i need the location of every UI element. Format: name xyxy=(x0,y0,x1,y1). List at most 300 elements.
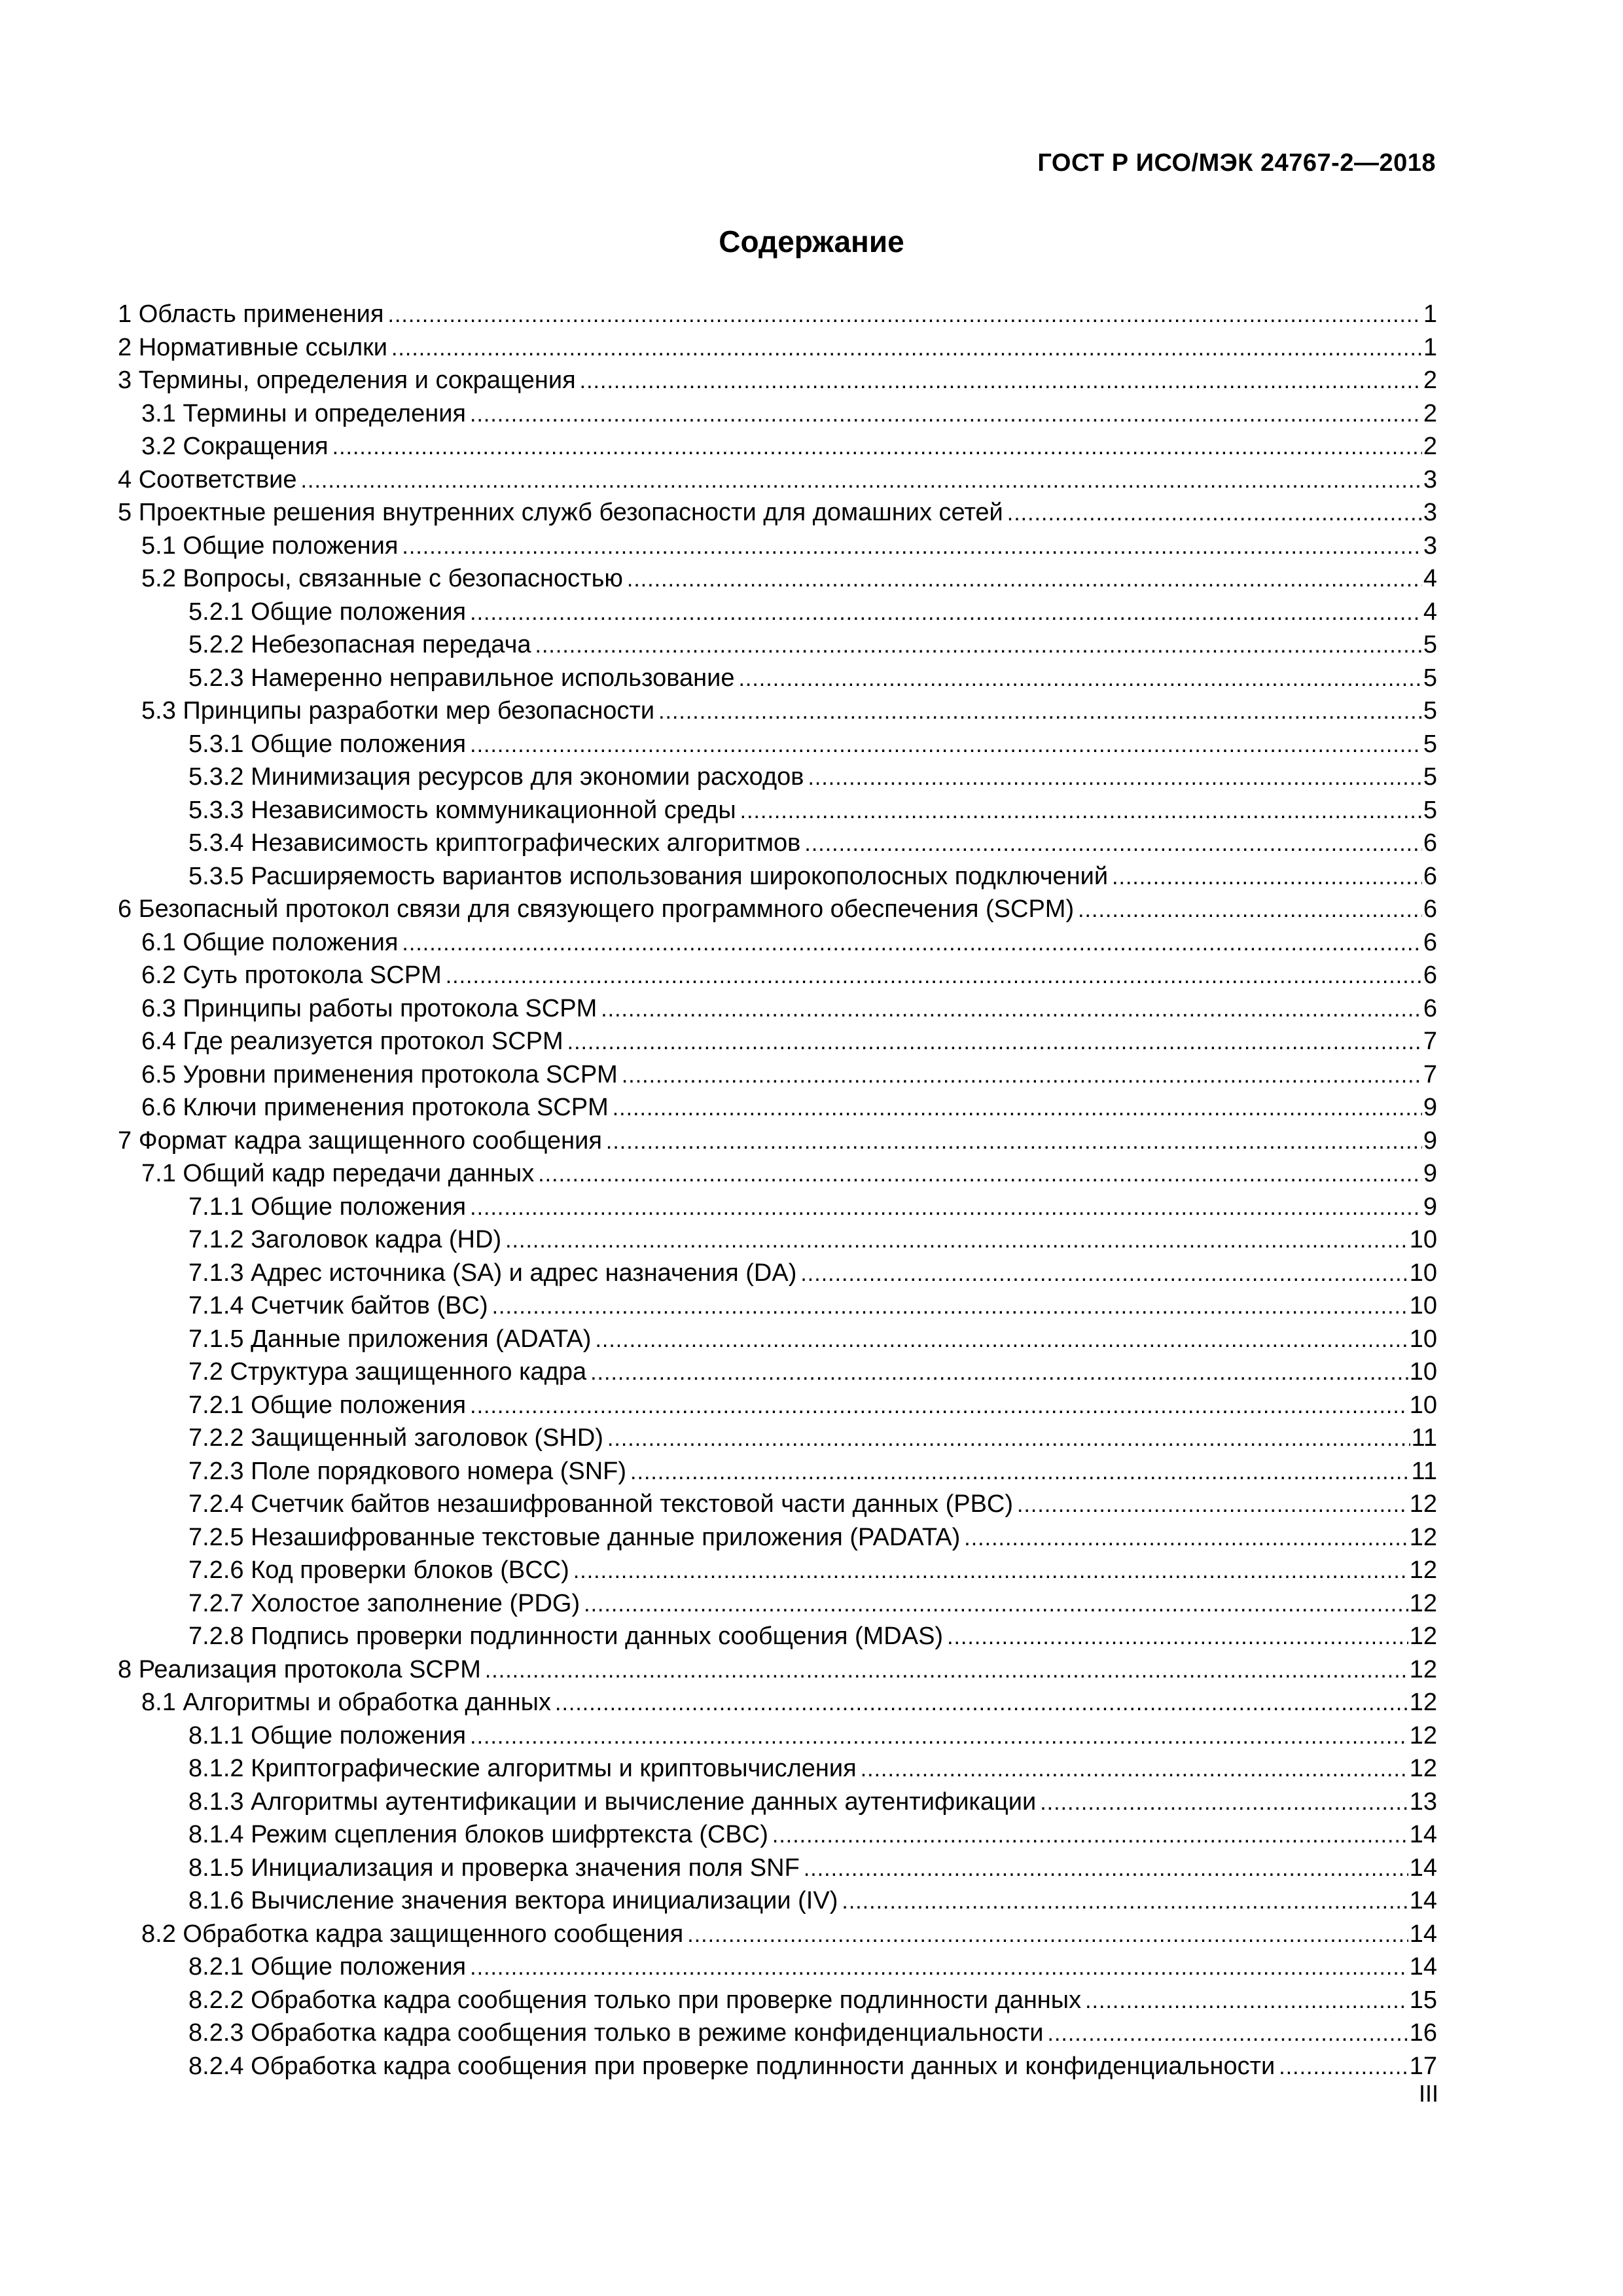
toc-entry-text: Нормативные ссылки xyxy=(138,333,387,361)
toc-entry-number: 6.5 xyxy=(141,1060,176,1088)
toc-page-number: 5 xyxy=(1423,763,1437,791)
toc-entry-number: 8.2 xyxy=(141,1920,176,1948)
toc-entry-text: Где реализуется протокол SCPM xyxy=(183,1028,563,1055)
toc-entry[interactable] xyxy=(118,1058,1437,1092)
toc-entry-title xyxy=(188,1488,1013,1521)
toc-dot-leader xyxy=(804,1852,1408,1886)
toc-entry[interactable] xyxy=(118,1355,1437,1389)
toc-page-number: 6 xyxy=(1423,994,1437,1022)
toc-entry-title xyxy=(188,1521,960,1554)
toc-entry-title xyxy=(188,1950,466,1984)
toc-dot-leader xyxy=(613,1092,1422,1125)
toc-entry-title xyxy=(188,1455,626,1488)
toc-dot-leader xyxy=(738,662,1421,696)
toc-entry[interactable] xyxy=(118,1488,1437,1521)
toc-entry-title xyxy=(118,1653,481,1687)
toc-entry-title xyxy=(188,1554,569,1587)
toc-entry-title xyxy=(188,1323,591,1356)
toc-entry-number: 6.3 xyxy=(141,994,176,1022)
toc-page-number: 2 xyxy=(1423,399,1437,427)
toc-dot-leader xyxy=(470,1191,1422,1225)
toc-entry[interactable] xyxy=(118,1223,1437,1257)
toc-entry-text: Принципы разработки мер безопасности xyxy=(183,697,655,725)
toc-entry-number: 5.3.2 xyxy=(188,763,244,791)
toc-entry-text: Код проверки блоков (BCC) xyxy=(251,1556,569,1584)
toc-dot-leader xyxy=(1112,861,1422,894)
toc-entry[interactable] xyxy=(118,926,1437,960)
toc-entry-number: 7.2.8 xyxy=(188,1623,244,1650)
toc-entry-text: Инициализация и проверка значения поля SNF xyxy=(251,1854,800,1882)
toc-entry[interactable] xyxy=(118,1025,1437,1058)
toc-entry-text: Структура защищенного кадра xyxy=(230,1358,587,1386)
toc-page-number: 15 xyxy=(1409,1986,1437,2014)
toc-entry-text: Принципы работы протокола SCPM xyxy=(183,994,597,1022)
toc-entry-text: Общие положения xyxy=(183,928,399,956)
toc-entry[interactable] xyxy=(118,2050,1437,2083)
toc-dot-leader xyxy=(658,695,1422,728)
toc-entry-title xyxy=(141,1686,551,1719)
toc-dot-leader xyxy=(492,1290,1408,1323)
toc-page-number: 12 xyxy=(1409,1490,1437,1518)
toc-page-number: 1 xyxy=(1423,333,1437,361)
toc-entry-text: Намеренно неправильное использование xyxy=(251,664,735,692)
toc-dot-leader xyxy=(1078,893,1422,927)
toc-entry-number: 6 xyxy=(118,895,132,923)
toc-entry-text: Поле порядкового номера (SNF) xyxy=(251,1457,627,1485)
toc-entry-title xyxy=(188,1257,796,1290)
toc-entry-number: 5.2.2 xyxy=(188,631,244,658)
toc-page-number: 14 xyxy=(1409,1854,1437,1882)
toc-entry-title xyxy=(188,728,466,761)
toc-dot-leader xyxy=(772,1819,1408,1852)
toc-dot-leader xyxy=(580,365,1422,398)
toc-entry-text: Минимизация ресурсов для экономии расходов xyxy=(251,763,804,791)
toc-entry-text: Общие положения xyxy=(251,1953,467,1981)
toc-entry[interactable] xyxy=(118,1785,1437,1819)
toc-entry-text: Общие положения xyxy=(251,1721,467,1749)
toc-entry-text: Общие положения xyxy=(251,598,467,626)
toc-dot-leader xyxy=(607,1422,1410,1456)
toc-entry-number: 2 xyxy=(118,333,132,361)
toc-dot-leader xyxy=(808,761,1421,795)
toc-dot-leader xyxy=(470,398,1422,431)
toc-entry-text: Общие положения xyxy=(251,1391,467,1419)
toc-page-number: 3 xyxy=(1423,465,1437,493)
toc-dot-leader xyxy=(1017,1488,1408,1522)
toc-entry-text: Общие положения xyxy=(251,1193,467,1221)
toc-entry[interactable] xyxy=(118,496,1437,529)
toc-page-number: 10 xyxy=(1409,1391,1437,1419)
toc-entry-text: Общий кадр передачи данных xyxy=(183,1160,535,1187)
toc-entry-text: Вычисление значения вектора инициализации (IV) xyxy=(251,1887,838,1914)
toc-entry-number: 8.1.5 xyxy=(188,1854,244,1882)
toc-entry-number: 7.1.5 xyxy=(188,1325,244,1353)
toc-dot-leader xyxy=(601,993,1422,1026)
toc-dot-leader xyxy=(1040,1786,1408,1820)
toc-entry[interactable] xyxy=(118,1950,1437,1984)
toc-entry-title xyxy=(141,430,329,463)
toc-entry-number: 7.1.2 xyxy=(188,1226,244,1253)
toc-dot-leader xyxy=(740,795,1422,828)
toc-page-number: 4 xyxy=(1423,598,1437,626)
toc-entry-title xyxy=(141,529,398,563)
toc-entry-text: Защищенный заголовок (SHD) xyxy=(251,1424,603,1452)
toc-entry-number: 6.2 xyxy=(141,961,176,989)
toc-entry-text: Режим сцепления блоков шифртекста (CBC) xyxy=(251,1821,768,1848)
toc-entry[interactable] xyxy=(118,562,1437,596)
toc-entry-text: Счетчик байтов незашифрованной текстовой части данных (PBC) xyxy=(251,1490,1014,1518)
toc-entry[interactable] xyxy=(118,1587,1437,1621)
toc-entry-text: Термины и определения xyxy=(183,399,467,427)
toc-entry-number: 7.2.2 xyxy=(188,1424,244,1452)
toc-dot-leader xyxy=(470,1720,1408,1753)
toc-dot-leader xyxy=(964,1522,1408,1555)
toc-page-number: 12 xyxy=(1409,1755,1437,1782)
toc-dot-leader xyxy=(595,1323,1408,1357)
toc-dot-leader xyxy=(1279,2051,1408,2084)
toc-entry-number: 5 xyxy=(118,499,132,526)
toc-entry-number: 7.2.3 xyxy=(188,1457,244,1485)
toc-page-number: 6 xyxy=(1423,895,1437,923)
toc-entry-number: 7.1.3 xyxy=(188,1259,244,1287)
toc-entry-text: Ключи применения протокола SCPM xyxy=(183,1094,609,1121)
toc-entry-title xyxy=(188,1818,768,1852)
toc-entry-number: 8.1.1 xyxy=(188,1721,244,1749)
toc-dot-leader xyxy=(590,1356,1408,1390)
toc-entry[interactable] xyxy=(118,364,1437,397)
toc-entry-number: 6.1 xyxy=(141,928,176,956)
toc-entry-text: Соответствие xyxy=(138,465,297,493)
toc-entry[interactable] xyxy=(118,1752,1437,1785)
toc-entry-title xyxy=(188,2050,1275,2083)
toc-entry[interactable] xyxy=(118,1521,1437,1554)
toc-entry-number: 4 xyxy=(118,465,132,493)
toc-page-number: 9 xyxy=(1423,1193,1437,1221)
toc-entry-text: Криптографические алгоритмы и криптовычисления xyxy=(251,1755,857,1782)
toc-entry-title xyxy=(141,397,466,431)
toc-page-number: 13 xyxy=(1409,1787,1437,1816)
toc-entry-number: 3.1 xyxy=(141,399,176,427)
toc-entry-number: 1 xyxy=(118,300,132,328)
toc-page-number: 16 xyxy=(1409,2019,1437,2047)
toc-entry-number: 7.2.4 xyxy=(188,1490,244,1518)
toc-page-number: 10 xyxy=(1409,1226,1437,1253)
toc-entry[interactable] xyxy=(118,1719,1437,1753)
toc-entry-title xyxy=(141,1091,609,1124)
toc-page-number: 7 xyxy=(1423,1060,1437,1088)
toc-entry-text: Вопросы, связанные с безопасностью xyxy=(183,565,623,592)
toc-dot-leader xyxy=(627,563,1422,596)
toc-dot-leader xyxy=(606,1125,1422,1158)
toc-page-number: 12 xyxy=(1409,1689,1437,1716)
toc-page-number: 10 xyxy=(1409,1358,1437,1386)
toc-entry-text: Общие положения xyxy=(251,730,467,758)
toc-entry[interactable] xyxy=(118,1620,1437,1653)
toc-dot-leader xyxy=(804,827,1421,861)
toc-page-number: 12 xyxy=(1409,1523,1437,1551)
toc-entry-text: Небезопасная передача xyxy=(251,631,531,658)
table-of-contents xyxy=(118,298,1437,2083)
toc-entry[interactable] xyxy=(118,1653,1437,1687)
toc-entry-title xyxy=(188,827,800,860)
toc-entry-number: 7 xyxy=(118,1126,132,1155)
toc-entry-text: Термины, определения и сокращения xyxy=(138,367,576,394)
toc-page-number: 6 xyxy=(1423,961,1437,989)
toc-page-number: 12 xyxy=(1409,1589,1437,1617)
page-title: Содержание xyxy=(719,224,904,259)
toc-entry-title xyxy=(188,1884,838,1918)
toc-entry-number: 5.3.1 xyxy=(188,730,244,758)
toc-dot-leader xyxy=(584,1588,1408,1621)
toc-dot-leader xyxy=(485,1654,1408,1687)
toc-entry-title xyxy=(141,992,597,1026)
toc-entry[interactable] xyxy=(118,1852,1437,1885)
toc-entry-number: 5.2.3 xyxy=(188,664,244,692)
toc-dot-leader xyxy=(391,332,1422,365)
toc-entry[interactable] xyxy=(118,761,1437,794)
toc-dot-leader xyxy=(470,1951,1408,1984)
toc-dot-leader xyxy=(567,1026,1422,1059)
toc-entry[interactable] xyxy=(118,959,1437,992)
toc-entry-title xyxy=(118,893,1074,926)
toc-entry[interactable] xyxy=(118,1918,1437,1951)
toc-entry[interactable] xyxy=(118,1984,1437,2017)
toc-entry-text: Заголовок кадра (HD) xyxy=(251,1226,502,1253)
toc-entry-title xyxy=(188,1752,857,1785)
toc-entry[interactable] xyxy=(118,1884,1437,1918)
toc-entry-number: 7.2.6 xyxy=(188,1556,244,1584)
toc-entry-text: Адрес источника (SA) и адрес назначения (DA) xyxy=(251,1259,797,1287)
toc-entry[interactable] xyxy=(118,694,1437,728)
toc-entry-number: 8.2.3 xyxy=(188,2019,244,2047)
toc-entry-number: 8.2.2 xyxy=(188,1986,244,2014)
toc-entry-text: Алгоритмы аутентификации и вычисление данных аутентификации xyxy=(251,1787,1037,1816)
toc-entry-number: 6.6 xyxy=(141,1094,176,1121)
toc-entry-number: 8.2.1 xyxy=(188,1953,244,1981)
toc-entry-title xyxy=(141,694,654,728)
toc-entry-text: Обработка кадра защищенного сообщения xyxy=(183,1920,684,1948)
toc-entry-title xyxy=(188,1289,488,1323)
toc-entry-number: 7.1.1 xyxy=(188,1193,244,1221)
toc-entry-title xyxy=(141,562,623,596)
toc-page-number: 5 xyxy=(1423,730,1437,758)
toc-entry[interactable] xyxy=(118,1422,1437,1455)
toc-entry[interactable] xyxy=(118,1818,1437,1852)
toc-page-number: 2 xyxy=(1423,367,1437,394)
toc-entry-text: Реализация протокола SCPM xyxy=(138,1655,481,1683)
toc-dot-leader xyxy=(842,1885,1408,1918)
toc-entry-title xyxy=(141,926,398,960)
toc-dot-leader xyxy=(861,1753,1408,1786)
toc-entry[interactable] xyxy=(118,1257,1437,1290)
toc-page-number: 6 xyxy=(1423,862,1437,890)
toc-entry-text: Сокращения xyxy=(183,433,329,460)
toc-entry[interactable] xyxy=(118,1289,1437,1323)
toc-entry-text: Подпись проверки подлинности данных сообщения (MDAS) xyxy=(251,1623,944,1650)
toc-entry-title xyxy=(188,1422,603,1455)
toc-entry[interactable] xyxy=(118,2017,1437,2050)
toc-entry[interactable] xyxy=(118,463,1437,497)
toc-dot-leader xyxy=(388,298,1422,332)
toc-page-number: 12 xyxy=(1409,1623,1437,1650)
toc-entry[interactable] xyxy=(118,1686,1437,1719)
toc-entry-number: 6.4 xyxy=(141,1028,176,1055)
toc-entry-text: Безопасный протокол связи для связующего программного обеспечения (SCPM) xyxy=(138,895,1075,923)
toc-dot-leader xyxy=(800,1257,1408,1291)
toc-entry-title xyxy=(188,662,734,695)
toc-entry-title xyxy=(188,2017,1044,2050)
toc-entry[interactable] xyxy=(118,1323,1437,1356)
toc-page-number: 12 xyxy=(1409,1655,1437,1683)
toc-entry[interactable] xyxy=(118,628,1437,662)
toc-entry[interactable] xyxy=(118,794,1437,827)
toc-entry-title xyxy=(188,1984,1081,2017)
toc-entry[interactable] xyxy=(118,331,1437,365)
toc-entry-text: Суть протокола SCPM xyxy=(183,961,442,989)
toc-dot-leader xyxy=(630,1456,1410,1489)
toc-page-number: 5 xyxy=(1423,796,1437,824)
toc-entry-title xyxy=(141,1918,683,1951)
toc-entry[interactable] xyxy=(118,529,1437,563)
page-number: III xyxy=(1418,2080,1438,2107)
toc-entry-text: Проектные решения внутренних служб безопасности для домашних сетей xyxy=(138,499,1003,526)
toc-entry-text: Уровни применения протокола SCPM xyxy=(183,1060,618,1088)
toc-entry-title xyxy=(141,959,442,992)
toc-page-number: 5 xyxy=(1423,697,1437,725)
toc-entry-title xyxy=(118,463,297,497)
toc-dot-leader xyxy=(505,1224,1408,1257)
toc-entry-text: Независимость коммуникационной среды xyxy=(251,796,736,824)
toc-dot-leader xyxy=(573,1554,1408,1588)
toc-dot-leader xyxy=(1085,1984,1408,2018)
toc-entry-title xyxy=(188,1785,1036,1819)
toc-dot-leader xyxy=(301,464,1422,497)
toc-entry[interactable] xyxy=(118,1455,1437,1488)
toc-entry[interactable] xyxy=(118,662,1437,695)
toc-entry-number: 5.2.1 xyxy=(188,598,244,626)
toc-page-number: 6 xyxy=(1423,829,1437,857)
toc-entry[interactable] xyxy=(118,1191,1437,1224)
toc-entry-title xyxy=(188,1355,586,1389)
toc-page-number: 10 xyxy=(1409,1325,1437,1353)
toc-entry[interactable] xyxy=(118,1124,1437,1158)
toc-page-number: 5 xyxy=(1423,664,1437,692)
toc-entry-title xyxy=(188,794,736,827)
toc-dot-leader xyxy=(947,1621,1408,1654)
toc-page-number: 12 xyxy=(1409,1721,1437,1749)
toc-dot-leader xyxy=(555,1687,1408,1720)
toc-page-number: 11 xyxy=(1411,1457,1437,1485)
toc-entry-title xyxy=(188,1389,466,1422)
toc-page-number: 9 xyxy=(1423,1160,1437,1187)
toc-entry-text: Холостое заполнение (PDG) xyxy=(251,1589,580,1617)
toc-entry-text: Область применения xyxy=(138,300,384,328)
toc-entry-number: 3 xyxy=(118,367,132,394)
toc-entry-title xyxy=(188,761,804,794)
toc-entry[interactable] xyxy=(118,992,1437,1026)
toc-entry-text: Общие положения xyxy=(183,531,399,560)
toc-entry[interactable] xyxy=(118,827,1437,860)
toc-dot-leader xyxy=(446,960,1422,993)
toc-entry-number: 8.1.2 xyxy=(188,1755,244,1782)
toc-entry-text: Формат кадра защищенного сообщения xyxy=(138,1126,602,1155)
toc-dot-leader xyxy=(332,431,1422,464)
toc-entry[interactable] xyxy=(118,1389,1437,1422)
toc-page-number: 14 xyxy=(1409,1953,1437,1981)
toc-page-number: 7 xyxy=(1423,1028,1437,1055)
toc-entry-title xyxy=(188,1191,466,1224)
toc-entry-title xyxy=(141,1157,534,1191)
toc-dot-leader xyxy=(535,629,1422,662)
toc-entry[interactable] xyxy=(118,1091,1437,1124)
toc-page-number: 12 xyxy=(1409,1556,1437,1584)
toc-entry[interactable] xyxy=(118,430,1437,463)
toc-page-number: 2 xyxy=(1423,433,1437,460)
toc-entry[interactable] xyxy=(118,893,1437,926)
toc-page-number: 9 xyxy=(1423,1094,1437,1121)
toc-entry-text: Незашифрованные текстовые данные приложения (PADATA) xyxy=(251,1523,961,1551)
toc-entry-title xyxy=(188,1719,466,1753)
toc-page-number: 10 xyxy=(1409,1259,1437,1287)
toc-page-number: 5 xyxy=(1423,631,1437,658)
toc-dot-leader xyxy=(622,1059,1422,1092)
toc-page-number: 1 xyxy=(1423,300,1437,328)
toc-entry-number: 5.3.3 xyxy=(188,796,244,824)
toc-entry-number: 5.3.4 xyxy=(188,829,244,857)
toc-entry-number: 5.3.5 xyxy=(188,862,244,890)
toc-entry-title xyxy=(118,496,1003,529)
toc-entry-text: Обработка кадра сообщения только в режиме конфиденциальности xyxy=(251,2019,1044,2047)
toc-entry[interactable] xyxy=(118,1554,1437,1587)
toc-entry-title xyxy=(188,628,531,662)
toc-entry[interactable] xyxy=(118,596,1437,629)
toc-dot-leader xyxy=(1007,497,1422,530)
toc-page-number: 14 xyxy=(1409,1821,1437,1848)
toc-entry-number: 8.2.4 xyxy=(188,2052,244,2080)
toc-entry-text: Обработка кадра сообщения только при проверке подлинности данных xyxy=(251,1986,1082,2014)
toc-dot-leader xyxy=(687,1918,1408,1952)
toc-entry-number: 8.1.6 xyxy=(188,1887,244,1914)
toc-entry-title xyxy=(118,364,576,397)
toc-entry[interactable] xyxy=(118,1157,1437,1191)
toc-dot-leader xyxy=(470,1390,1408,1423)
toc-dot-leader xyxy=(538,1158,1422,1191)
toc-dot-leader xyxy=(402,530,1421,564)
toc-entry-number: 3.2 xyxy=(141,433,176,460)
toc-entry-number: 8.1.3 xyxy=(188,1787,244,1816)
toc-entry-text: Независимость криптографических алгоритмов xyxy=(251,829,801,857)
toc-entry-title xyxy=(188,1852,800,1885)
toc-page-number: 11 xyxy=(1411,1424,1437,1452)
toc-entry-title xyxy=(118,331,387,365)
toc-entry-text: Счетчик байтов (BC) xyxy=(251,1292,488,1319)
toc-page-number: 4 xyxy=(1423,565,1437,592)
toc-entry[interactable] xyxy=(118,397,1437,431)
toc-entry-title xyxy=(188,1620,943,1653)
toc-entry-title xyxy=(188,860,1108,893)
toc-page-number: 3 xyxy=(1423,499,1437,526)
toc-entry-text: Обработка кадра сообщения при проверке подлинности данных и конфиденциальности xyxy=(251,2052,1275,2080)
toc-dot-leader xyxy=(402,927,1421,960)
toc-entry-title xyxy=(188,1587,580,1621)
toc-entry-number: 5.2 xyxy=(141,565,176,592)
toc-entry-title xyxy=(118,298,384,331)
toc-entry[interactable] xyxy=(118,728,1437,761)
toc-page-number: 3 xyxy=(1423,531,1437,560)
toc-page-number: 10 xyxy=(1409,1292,1437,1319)
toc-entry[interactable] xyxy=(118,298,1437,331)
toc-entry[interactable] xyxy=(118,860,1437,893)
